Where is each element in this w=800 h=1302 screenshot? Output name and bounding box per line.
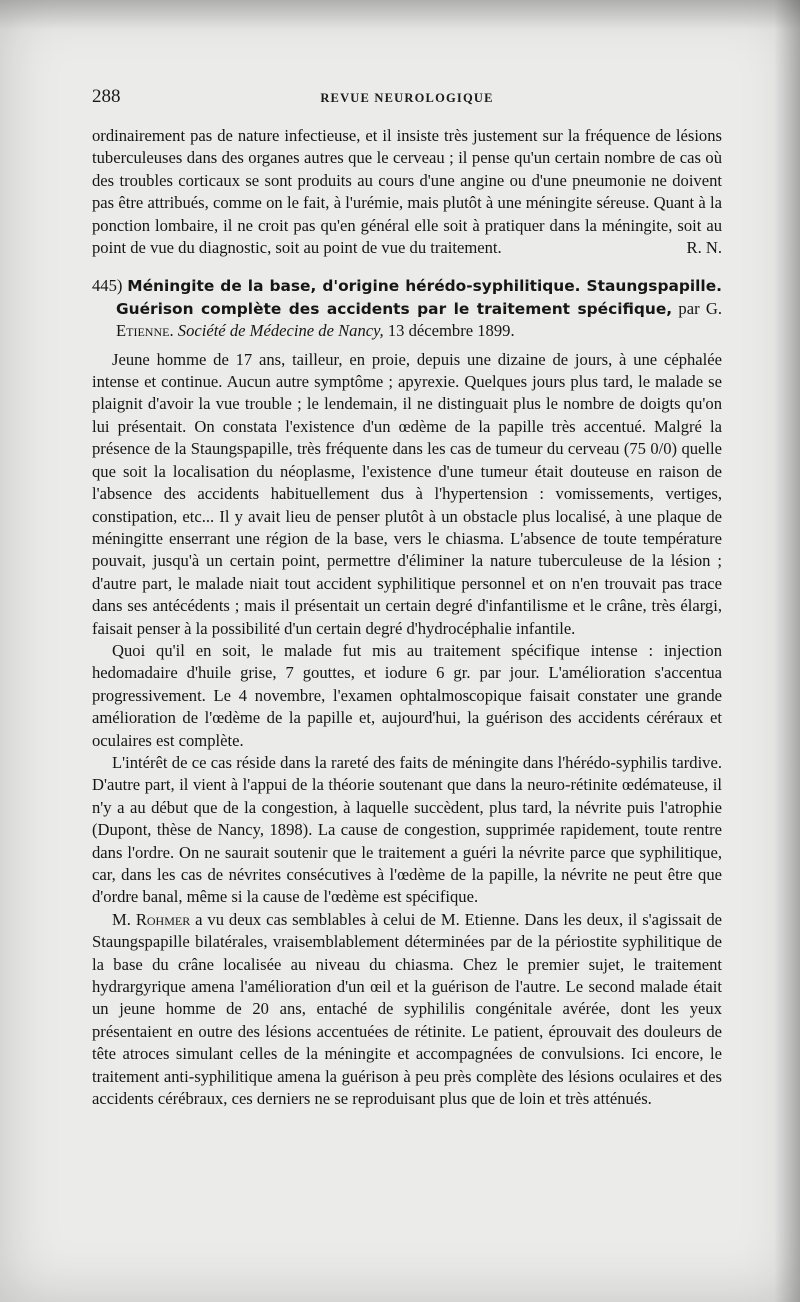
page-body	[92, 125, 722, 1110]
entry-by: par G.	[678, 298, 722, 318]
running-head: REVUE NEUROLOGIQUE	[320, 91, 494, 105]
rohmer-name: M. Rohmer	[112, 909, 191, 929]
body-paragraph-rohmer	[92, 909, 722, 1111]
body-paragraph: Jeune homme de 17 ans, tailleur, en proie, depuis une dizaine de jours, à une céphalée intense et continue. Aucun autre symptôme ; apyrexie. Quelques jours plus tard, le malade se plaignit d'avoir la vue trouble ; le lendemain, il ne distinguait plus le nombre de doigts qu'on lui présentait. On constata l'existence d'un œdème de la papille très accentué. Malgré la présence de la Staungspapille, très fréquente dans les cas de tumeur du cerveau (75 0/0) quelle que soit la localisation du néoplasme, l'existence d'une tumeur était douteuse en raison de l'absence des accidents habituellement dus à l'hypertension : vomissements, vertiges, constipation, etc... Il y avait lieu de penser plutôt à un obstacle plus localisé, à une plaque de méningitte enserrant une région de la base, vers le chiasma. L'absence de toute température pouvait, jusqu'à un certain point, permettre d'éliminer la nature tuberculeuse de la lésion ; d'autre part, le malade niait tout accident syphilitique personnel et on n'en trouvait pas trace dans ses antécédents ; mais il présentait un certain degré d'infantilisme et le crâne, très élargi, faisait penser à la possibilité d'un certain degré d'hydrocéphalie infantile.	[92, 349, 722, 638]
page-spine-shadow	[774, 0, 800, 1302]
body-paragraph: Quoi qu'il en soit, le malade fut mis au traitement spécifique intense : injection hedomadaire d'huile grise, 7 gouttes, et iodure 6 gr. par jour. L'amélioration s'accentua progressivement. Le 4 novembre, l'examen ophtalmoscopique faisait constater une grande amélioration de l'œdème de la papille et, aujourd'hui, la guérison des accidents céréraux et oculaires est complète.	[92, 640, 722, 750]
rohmer-text: a vu deux cas semblables à celui de M. Etienne. Dans les deux, il s'agissait de Staungspapille bilatérales, vraisemblablement déterminées par de la périostite syphilitique de la base du crâne localisée au niveau du chiasma. Chez le premier sujet, le traitement hydrargyrique amena l'amélioration d'un œil et la guérison de l'autre. Le second malade était un jeune homme de 20 ans, entaché de syphililis congénitale avérée, dont les yeux présentaient en outre des lésions accentuées de rétinite. Le patient, éprouvait des douleurs de tête atroces simulant celles de la méningite et accompagnées de convulsions. Ici encore, le traitement anti-syphilitique amena la guérison à peu près complète des lésions oculaires et des accidents cérébraux, ces derniers ne se reproduisant plus que de loin et très atténués.	[92, 909, 722, 1109]
entry-date: 13 décembre 1899.	[387, 321, 515, 341]
page-number: 288	[92, 86, 121, 107]
entry-title: Méningite de la base, d'origine hérédo-syphilitique. Staungspapille. Guérison complète des accidents par le traitement spécifique,	[116, 277, 722, 318]
continuation-text: ordinairement pas de nature infectieuse, et il insiste très justement sur la fréquence de lésions tuberculeuses dans des organes autres que le cerveau ; il pense qu'un certain nombre de cas où des troubles corticaux se sont produits au cours d'une angine ou d'une pneumonie ne doivent pas être attribués, comme on le fait, à l'urémie, mais plutôt à une méningite séreuse. Quant à la ponction lombaire, il ne croit pas qu'en général elle soit à pratiquer dans la méningite, soit au point de vue du diagnostic, soit au point de vue du traitement.	[92, 126, 722, 258]
page-top-shadow	[0, 0, 800, 30]
entry-source: Société de Médecine de Nancy,	[177, 321, 384, 341]
entry-author: Etienne.	[116, 321, 174, 341]
continuation-paragraph	[92, 125, 722, 259]
body-paragraph: L'intérêt de ce cas réside dans la rareté des faits de méningite dans l'hérédo-syphilis tardive. D'autre part, il vient à l'appui de la théorie soutenant que dans la neuro-rétinite œdémateuse, il n'y a au début que de la congestion, à laquelle succèdent, plus tard, la névrite puis l'atrophie (Dupont, thèse de Nancy, 1898). La cause de congestion, supprimée rapidement, toute rentre dans l'ordre. On ne saurait soutenir que le traitement a guéri la névrite parce que syphilitique, car, dans les cas de névrites consécutives à l'œdème de la papille, la névrite ne peut être que d'ordre banal, même si la cause de l'œdème est spécifique.	[92, 752, 722, 907]
page-header	[92, 86, 722, 110]
entry-heading	[92, 275, 722, 342]
entry-number: 445)	[92, 276, 123, 296]
reviewer-initials: R. N.	[686, 238, 722, 258]
